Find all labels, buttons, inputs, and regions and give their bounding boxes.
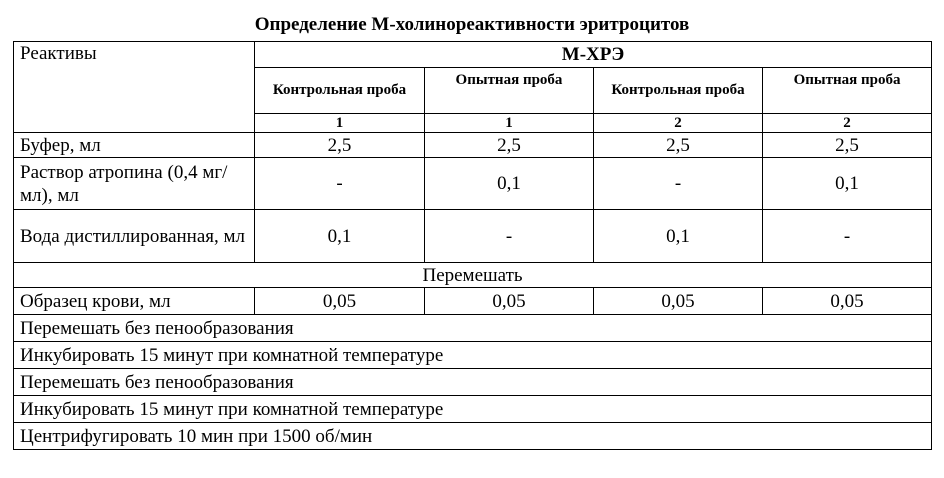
table-row-step xyxy=(14,396,932,423)
step-cell: Инкубировать 15 минут при комнатной температуре xyxy=(14,342,932,369)
column-number: 1 xyxy=(425,114,594,133)
step-cell: Инкубировать 15 минут при комнатной температуре xyxy=(14,396,932,423)
value-cell: 0,1 xyxy=(594,210,763,263)
value-cell: 0,05 xyxy=(594,288,763,315)
value-cell: 0,05 xyxy=(763,288,932,315)
reagent-cell: Вода дистиллированная, мл xyxy=(14,210,255,263)
value-cell: 2,5 xyxy=(255,133,425,158)
mix-step-cell: Перемешать xyxy=(14,263,932,288)
value-cell: - xyxy=(255,158,425,210)
value-cell: 0,05 xyxy=(425,288,594,315)
reagent-cell: Раствор атропина (0,4 мг/мл), мл xyxy=(14,158,255,210)
column-header-control-2: Контрольная проба xyxy=(594,68,763,114)
value-cell: - xyxy=(763,210,932,263)
group-header-cell: М-ХРЭ xyxy=(255,42,932,68)
value-cell: - xyxy=(594,158,763,210)
value-cell: 2,5 xyxy=(425,133,594,158)
table-row-step xyxy=(14,423,932,450)
table-row-water xyxy=(14,210,932,263)
table-row-atropine xyxy=(14,158,932,210)
table-row-step xyxy=(14,342,932,369)
column-number: 1 xyxy=(255,114,425,133)
reagent-cell: Буфер, мл xyxy=(14,133,255,158)
value-cell: 0,1 xyxy=(255,210,425,263)
step-cell: Центрифугировать 10 мин при 1500 об/мин xyxy=(14,423,932,450)
table-row-step xyxy=(14,369,932,396)
protocol-table xyxy=(13,41,932,450)
step-cell: Перемешать без пенообразования xyxy=(14,315,932,342)
value-cell: 2,5 xyxy=(763,133,932,158)
column-number: 2 xyxy=(763,114,932,133)
table-row-mix xyxy=(14,263,932,288)
value-cell: 0,1 xyxy=(425,158,594,210)
value-cell: 0,05 xyxy=(255,288,425,315)
reagent-cell: Образец крови, мл xyxy=(14,288,255,315)
value-cell: - xyxy=(425,210,594,263)
column-header-test-1: Опытная проба xyxy=(425,68,594,114)
column-number: 2 xyxy=(594,114,763,133)
table-row-buffer xyxy=(14,133,932,158)
column-header-test-2: Опытная проба xyxy=(763,68,932,114)
table-row-step xyxy=(14,315,932,342)
step-cell: Перемешать без пенообразования xyxy=(14,369,932,396)
value-cell: 2,5 xyxy=(594,133,763,158)
table-row-blood xyxy=(14,288,932,315)
document-title: Определение М-холинореактивности эритроцитов xyxy=(254,14,690,35)
column-header-control-1: Контрольная проба xyxy=(255,68,425,114)
reagents-header-cell: Реактивы xyxy=(14,42,255,133)
header-row xyxy=(14,42,932,68)
value-cell: 0,1 xyxy=(763,158,932,210)
